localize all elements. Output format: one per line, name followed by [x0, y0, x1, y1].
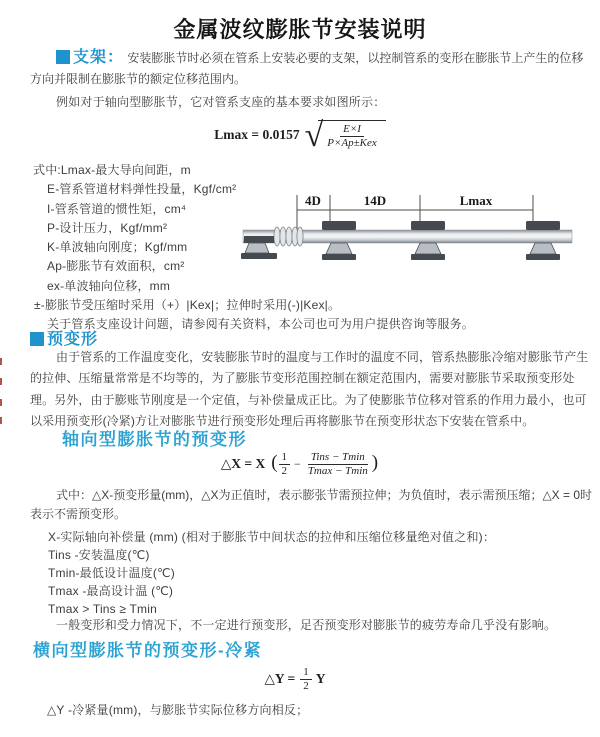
pipe-support-diagram: [240, 190, 595, 290]
support-intro-text: 安装膨胀节时必须在管系上安装必要的支架，以控制管系的变形在膨胀节上产生的位移方向并限制在膨胀节的额定位移范围内。: [30, 51, 584, 86]
axial-subheading: 轴向型膨胀节的预变形: [62, 430, 247, 449]
half-fraction: [300, 666, 312, 692]
lmax-fraction-denominator: P×Ap±Kex: [327, 137, 377, 149]
radical-icon: √: [304, 117, 324, 154]
definition-item: ex-单波轴向位移，mm: [47, 278, 171, 293]
lateral-formula: [0, 666, 590, 692]
minus-operator: −: [294, 456, 301, 471]
plus-minus-note: ±-膨胀节受压缩时采用（+）|Kex|；拉伸时采用(-)|Kex|。: [34, 298, 341, 313]
close-paren: ): [371, 452, 379, 474]
fraction-numerator: 1: [279, 451, 291, 465]
scan-artifact: [0, 358, 2, 365]
fraction-numerator: Tins − Tmin: [308, 451, 368, 465]
bellows-icon: [274, 227, 303, 246]
support-example-text: 例如对于轴向型膨胀节，它对管系支座的基本要求如图所示：: [56, 95, 386, 109]
fraction-denominator: 2: [281, 464, 288, 477]
lmax-fraction-numerator: E×I: [340, 123, 364, 137]
open-paren: (: [271, 452, 278, 474]
axial-note: 一般变形和受力情况下，不一定进行预变形，足否预变形对膨胀节的疲劳寿命几乎没有影响。: [56, 618, 557, 632]
lateral-formula-lhs: △Y =: [264, 671, 296, 687]
definition-item: P-设计压力，Kgf/mm²: [47, 220, 168, 235]
dimension-label-14d: 14D: [363, 193, 387, 208]
support-section-heading: 支架：: [73, 49, 125, 66]
axial-formula-lhs: △X = X: [220, 456, 266, 472]
tmax-definition: Tmax -最高设计温 (℃): [48, 584, 174, 598]
blue-square-icon: [56, 50, 70, 64]
tins-definition: Tins -安装温度(℃): [48, 548, 150, 562]
tmin-definition: Tmin-最低设计温度(℃): [48, 566, 175, 580]
sqrt-expression: [304, 117, 386, 154]
scan-artifact: [0, 399, 2, 406]
lmax-formula-lhs: Lmax = 0.0157: [214, 127, 300, 142]
axial-where-text: 式中：△X-预变形量(mm)，△X为正值时，表示膨张节需预拉伸；为负值时，表示需预压缩；△X = 0时表示不需预变形。: [30, 488, 593, 521]
predeform-heading-label: 预变形: [47, 331, 99, 348]
lmax-fraction: [324, 123, 380, 149]
fraction-numerator: 1: [300, 666, 312, 680]
predeform-paragraph: 由于管系的工作温度变化，安装膨胀节时的温度与工作时的温度不同，管系热膨胀冷缩对膨胀节产生的拉伸、压缩量常常是不均等的，为了膨胀节变形范围控制在额定范围内，需要对膨胀节采取预变形处理。另外，由于膨账节刚度是一个定值，与补偿量成正比。为了使膨胀节位移对管系的作用力最小，也可以采用预变形(冷紧)方让对膨胀节进行预变形处理后再将膨胀节在预变形状态下安装在管系中。: [30, 350, 589, 429]
where-label: 式中:Lmax-最大导向间距，m: [33, 163, 191, 177]
definition-item: I-管系管道的惯性矩，cm⁴: [47, 201, 187, 216]
predeform-section-heading: [30, 326, 98, 349]
support-paragraph: [30, 47, 595, 90]
dimension-label-lmax: Lmax: [459, 193, 493, 208]
blue-square-icon: [30, 332, 44, 346]
pipe: [300, 230, 572, 243]
definition-item: K-单波轴向刚度；Kgf/mm: [47, 240, 188, 255]
anchor-support: [241, 236, 277, 259]
radicand: [318, 120, 386, 149]
scan-artifact: [0, 417, 2, 424]
temperature-inequality: Tmax > Tins ≥ Tmin: [48, 602, 157, 616]
scan-artifact: [0, 378, 2, 385]
definition-item: E-管系管道材料弹性投量，Kgf/cm²: [47, 182, 237, 197]
page-title: 金属波纹膨胀节安装说明: [173, 17, 427, 42]
half-fraction: [279, 451, 291, 477]
fraction-denominator: 2: [303, 679, 309, 692]
definition-item: Ap-膨胀节有效面积，cm²: [47, 259, 185, 274]
x-definition: X-实际轴向补偿量 (mm) (相对于膨胀节中间状态的拉伸和压缩位移量绝对值之和)：: [48, 530, 496, 544]
temperature-fraction: [305, 451, 371, 477]
lmax-formula: [0, 117, 600, 154]
lateral-subheading: 横向型膨胀节的预变形-冷紧: [33, 641, 263, 660]
axial-formula: [0, 451, 600, 477]
fraction-denominator: Tmax − Tmin: [307, 464, 368, 477]
consult-note: 关于管系支座设计问题，请参阅有关资料，本公司也可为用户提供咨询等服务。: [47, 317, 475, 332]
lateral-formula-rhs: Y: [315, 671, 326, 687]
lateral-note: △Y -冷紧量(mm)，与膨胀节实际位移方向相反；: [47, 703, 309, 717]
dimension-label-4d: 4D: [305, 193, 321, 208]
